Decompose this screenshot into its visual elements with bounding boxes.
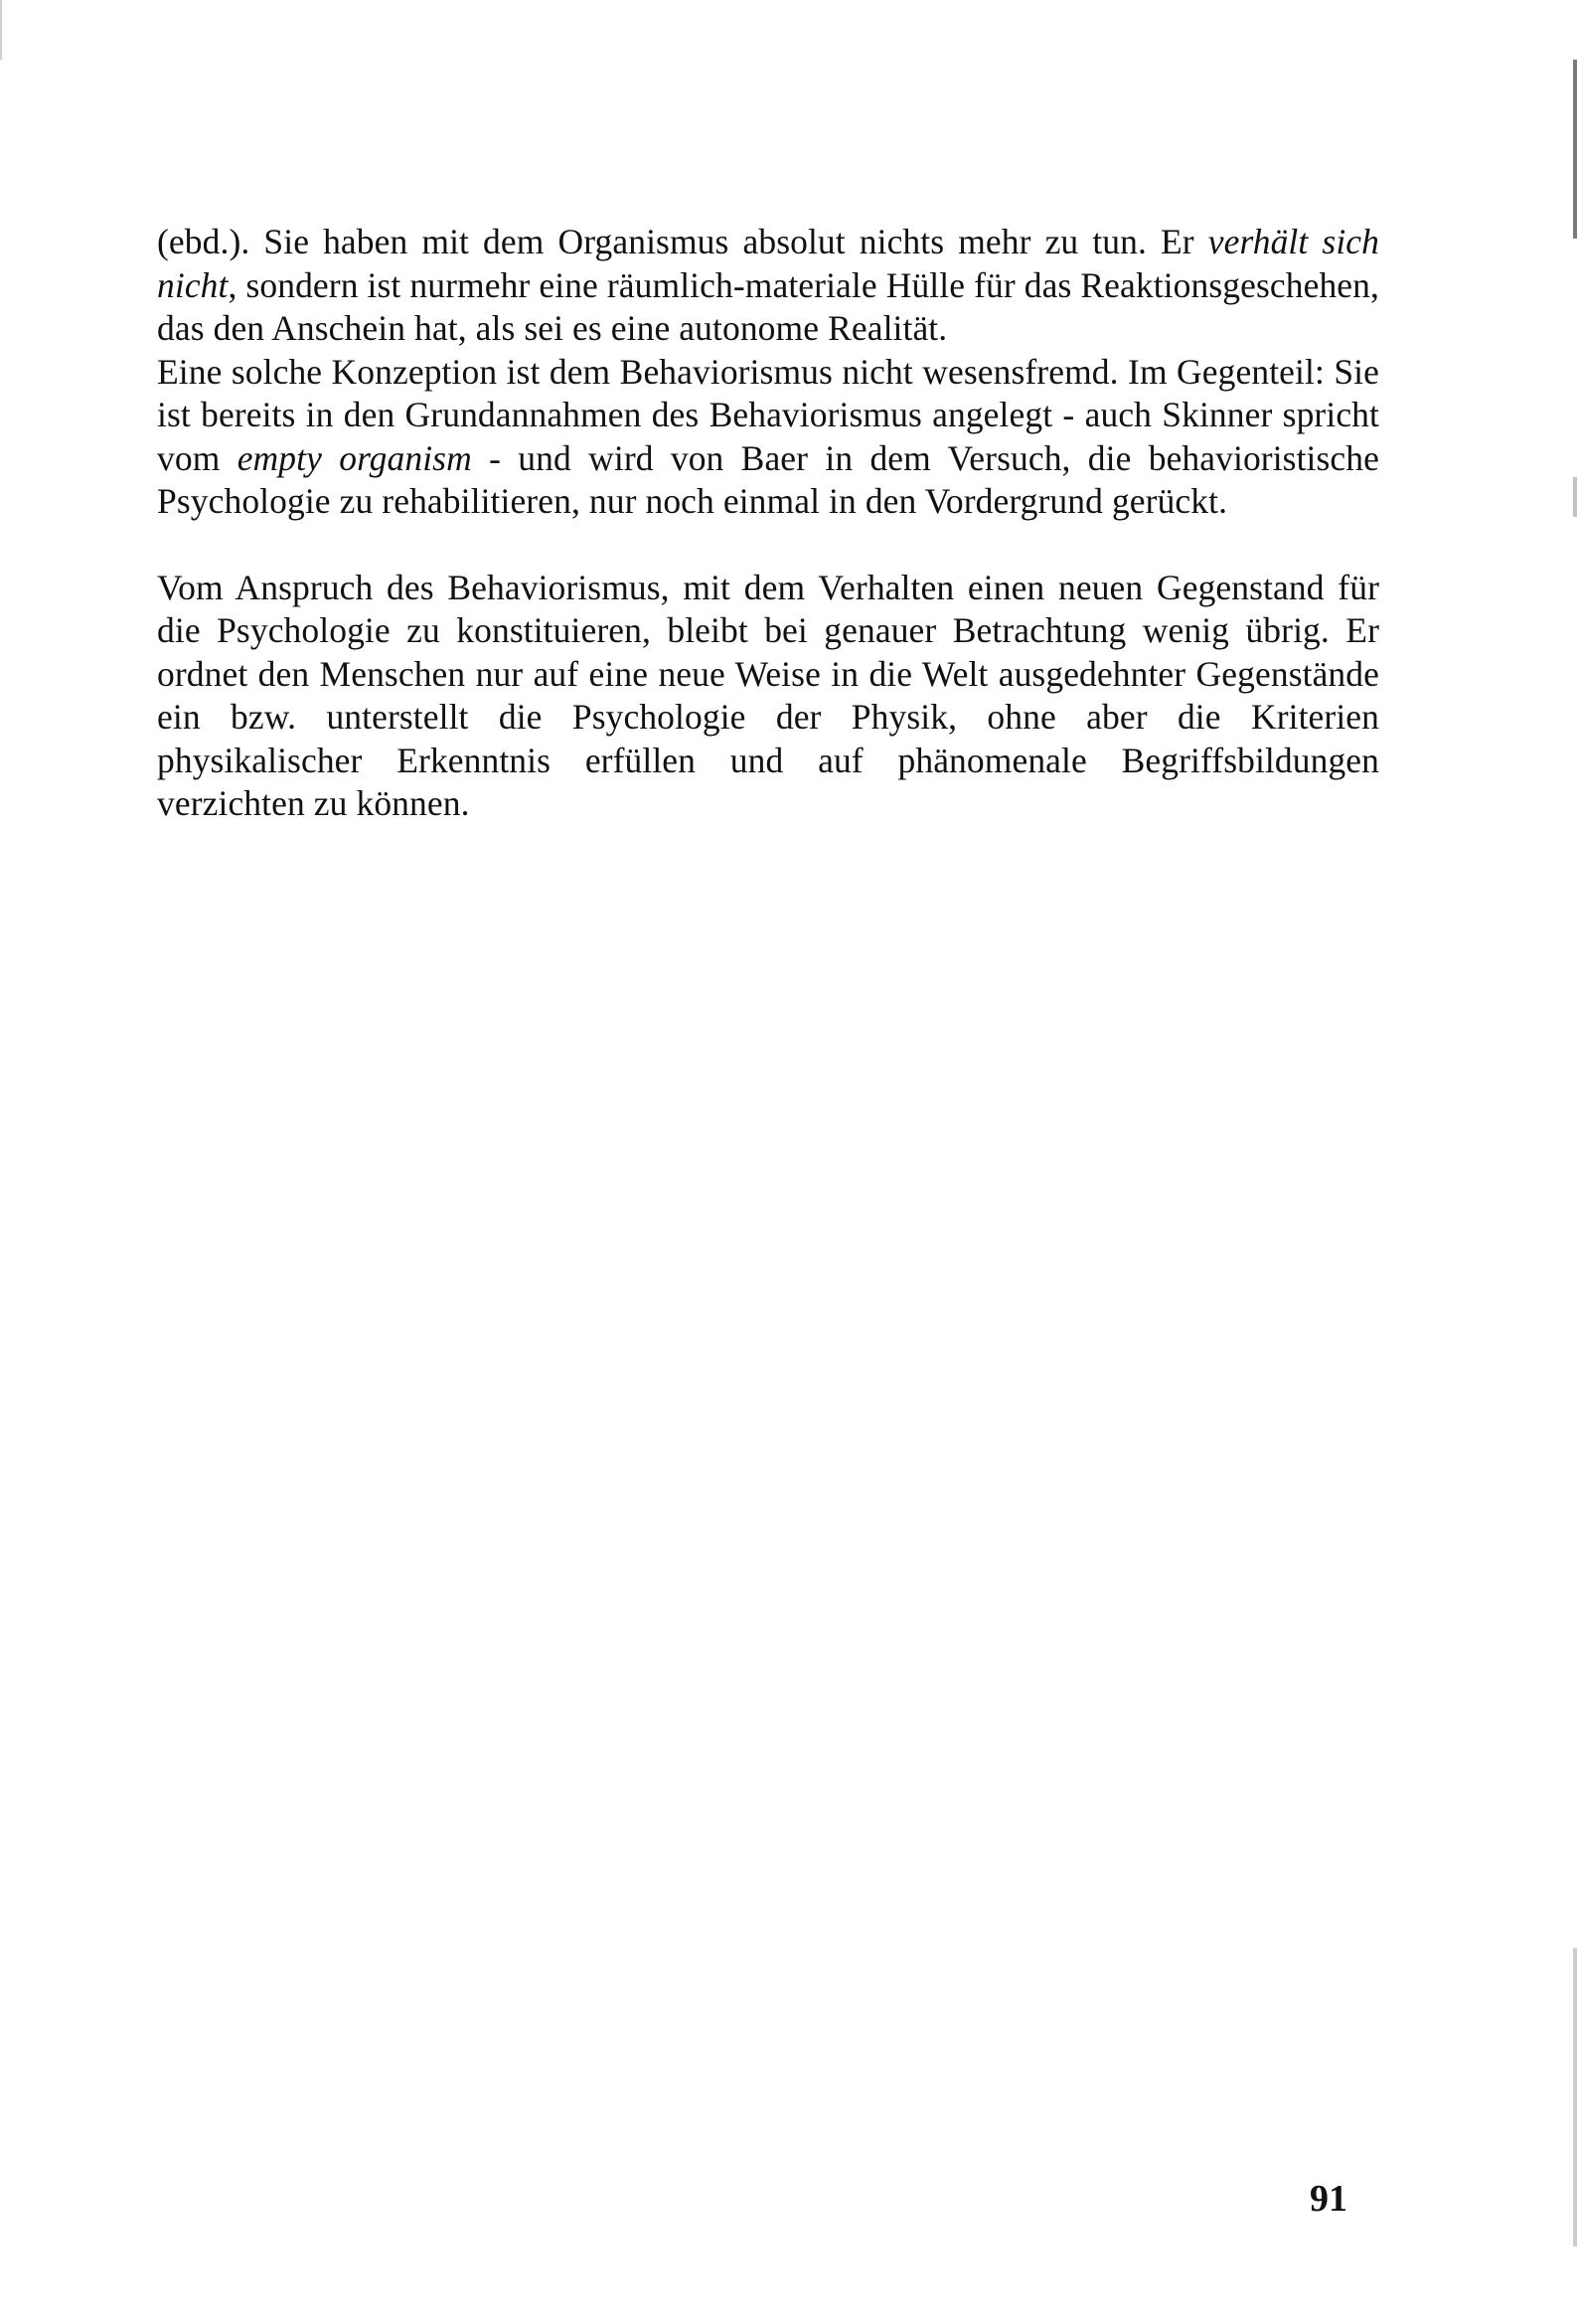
paragraph-3 (157, 567, 1379, 826)
italic-segment: empty organism (237, 437, 472, 478)
text-segment: - und wird von Baer in dem Versuch, die behavioristische Psychologie zu rehabilitieren, nur noch einmal in den Vordergrund gerückt. (157, 437, 1379, 521)
paragraph-2 (157, 351, 1379, 524)
paragraph-1 (157, 221, 1379, 351)
italic-segment: verhält sich nicht (157, 222, 1379, 305)
body-text (157, 221, 1379, 826)
page-number: 91 (1310, 2178, 1347, 2220)
text-segment: Vom Anspruch des Behaviorismus, mit dem Verhalten einen neuen Gegenstand für die Psychologie zu konstituieren, bleibt bei genauer Betrachtung wenig übrig. Er ordnet den Menschen nur auf eine neue Weise in die Welt ausgedehnter Gegenstände ein bzw. unterstellt die Psychologie der Physik, ohne aber die Kriterien physikalischer Erkenntnis erfüllen und auf phänomenale Begriffsbildungen verzichten zu können. (157, 567, 1379, 823)
scan-edge-left (0, 0, 2, 60)
text-segment: Eine solche Konzeption ist dem Behaviorismus nicht wesensfremd. Im Gegenteil: Sie ist bereits in den Grundannahmen des Behaviorismus angelegt - auch Skinner spricht vom (157, 351, 1379, 478)
text-segment: , sondern ist nurmehr eine räumlich-materiale Hülle für das Reaktionsgeschehen, das den Anschein hat, als sei es eine autonome Realität. (157, 264, 1379, 348)
text-segment: (ebd.). Sie haben mit dem Organismus absolut nichts mehr zu tun. Er (157, 222, 1208, 261)
scan-edge-right (1573, 60, 1577, 2246)
